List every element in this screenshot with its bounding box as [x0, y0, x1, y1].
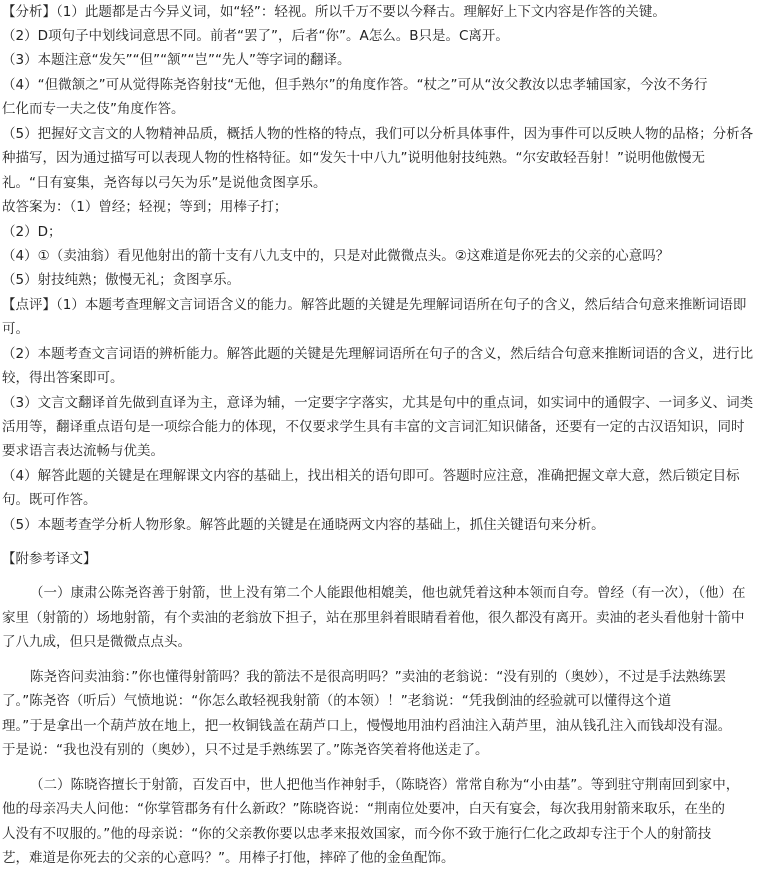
comment-line: 【点评】（1）本题考查理解文言词语含义的能力。解答此题的关键是先理解词语所在句子的含义，然后结合句意来推断词语即	[2, 297, 747, 313]
translation-paragraph-2-line: 陈尧咨问卖油翁：”你也懂得射箭吗？我的箭法不是很高明吗？”卖油的老翁说：“没有别的（奥妙），不过是手法熟练罢	[30, 669, 726, 685]
answer-line: （4）①（卖油翁）看见他射出的箭十支有八九支中的，只是对此微微点头。②这难道是你死去的父亲的心意吗？	[2, 248, 670, 264]
analysis-line: 种描写，因为通过描写可以表现人物的性格特征。如“发矢十中八九”说明他射技纯熟。“尔安敢轻吾射！”说明他傲慢无	[2, 150, 705, 166]
translation-paragraph-3-line: 他的母亲冯夫人问他：“你掌管郡务有什么新政？”陈晓咨说：“荆南位处要冲，白天有宴会，每次我用射箭来取乐，在坐的	[2, 801, 725, 817]
translation-paragraph-3-line: 人没有不叹服的。”他的母亲说：“你的父亲教你要以忠孝来报效国家，而今你不致于施行仁化之政却专注于个人的射箭技	[2, 826, 712, 842]
answer-line: （2）D；	[2, 224, 62, 240]
analysis-line: （4）“但微颔之”可从觉得陈尧咨射技“无他，但手熟尔”的角度作答。“杖之”可从“汝父教汝以忠孝辅国家，今汝不务行	[2, 77, 708, 93]
translation-paragraph-2-line: 了。”陈尧咨（听后）气愤地说：“你怎么敢轻视我射箭（的本领）！”老翁说：“凭我倒油的经验就可以懂得这个道	[2, 693, 672, 709]
translation-paragraph-1-line: （一）康肃公陈尧咨善于射箭，世上没有第二个人能跟他相媲美，他也就凭着这种本领而自夸。曾经（有一次），（他）在	[30, 585, 746, 601]
comment-line: （4）解答此题的关键是在理解课文内容的基础上，找出相关的语句即可。答题时应注意，准确把握文章大意，然后锁定目标	[2, 468, 740, 484]
comment-line: 句。既可作答。	[2, 492, 97, 508]
translation-paragraph-3-line: 艺，难道是你死去的父亲的心意吗？”。用棒子打他，摔碎了他的金鱼配饰。	[2, 850, 455, 866]
translation-paragraph-2-line: 理。”于是拿出一个葫芦放在地上，把一枚铜钱盖在葫芦口上，慢慢地用油杓舀油注入葫芦里，油从钱孔注入而钱却没有湿。	[2, 718, 732, 734]
comment-line: （5）本题考查学分析人物形象。解答此题的关键是在通晓两文内容的基础上，抓住关键语句来分析。	[2, 517, 605, 533]
answer-line: （5）射技纯熟；傲慢无礼；贪图享乐。	[2, 272, 241, 288]
comment-line: 可。	[2, 321, 29, 337]
translation-paragraph-1-line: 了八九成，但只是微微点点头。	[2, 634, 191, 650]
answer-line: 故答案为：（1）曾经；轻视；等到；用棒子打；	[2, 199, 288, 215]
analysis-line: 【分析】（1）此题都是古今异义词，如“轻”：轻视。所以千万不要以今释古。理解好上下文内容是作答的关键。	[2, 4, 666, 20]
translation-heading: 【附参考译文】	[2, 551, 97, 567]
comment-line: 较，得出答案即可。	[2, 370, 124, 386]
comment-line: （3）文言文翻译首先做到直译为主，意译为辅，一定要字字落实，尤其是句中的重点词，如实词中的通假字、一词多义、词类	[2, 395, 754, 411]
analysis-line: （2）D项句子中划线词意思不同。前者“罢了”，后者“你”。A怎么。B只是。C离开。	[2, 28, 509, 44]
analysis-line: 礼。“日有宴集，尧咨每以弓矢为乐”是说他贪图享乐。	[2, 175, 327, 191]
translation-paragraph-2-line: 于是说：“我也没有别的（奥妙），只不过是手熟练罢了。”陈尧咨笑着将他送走了。	[2, 742, 489, 758]
translation-paragraph-1-line: 家里（射箭的）场地射箭，有个卖油的老翁放下担子，站在那里斜着眼睛看着他，很久都没有离开。卖油的老头看他射十箭中	[2, 610, 745, 626]
comment-line: （2）本题考查文言词语的辨析能力。解答此题的关键是先理解词语所在句子的含义，然后结合句意来推断词语的含义，进行比	[2, 346, 754, 362]
analysis-line: （5）把握好文言文的人物精神品质，概括人物的性格的特点，我们可以分析具体事件，因为事件可以反映人物的品格；分析各	[2, 126, 754, 142]
comment-line: 要求语言表达流畅与优美。	[2, 443, 164, 459]
translation-paragraph-3-line: （二）陈晓咨擅长于射箭，百发百中，世人把他当作神射手，（陈晓咨）常常自称为“小由基”。等到驻守荆南回到家中，	[30, 777, 740, 793]
comment-line: 活用等，翻译重点语句是一项综合能力的体现，不仅要求学生具有丰富的文言词汇知识储备，还要有一定的古汉语知识，同时	[2, 419, 745, 435]
analysis-line: 仁化而专一夫之伎”角度作答。	[2, 101, 185, 117]
analysis-line: （3）本题注意“发矢”“但”“颔”“岂”“先人”等字词的翻译。	[2, 52, 351, 68]
